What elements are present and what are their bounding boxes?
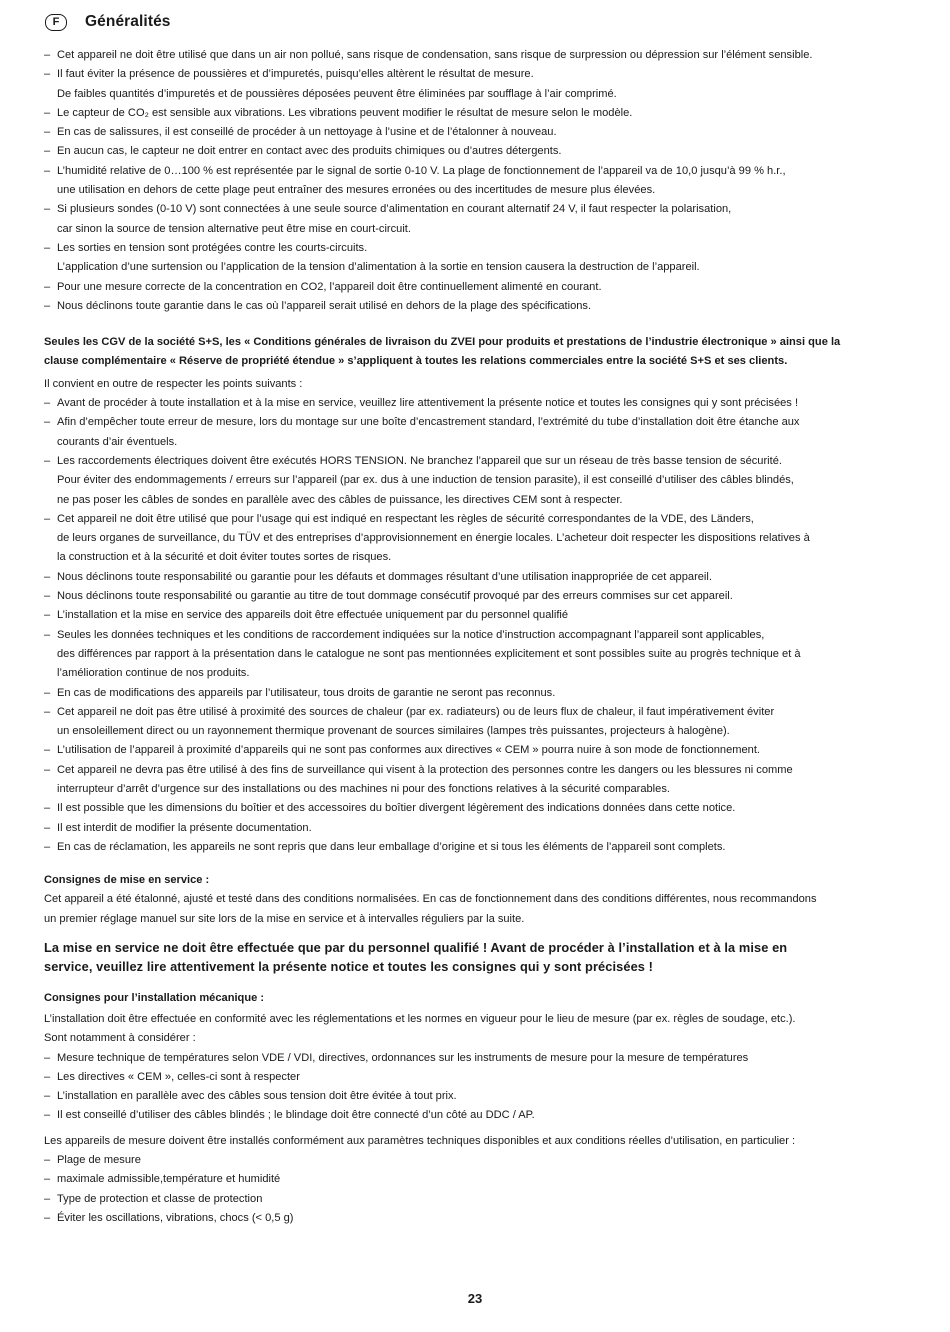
commissioning-line-1: Cet appareil a été étalonné, ajusté et testé dans des conditions normalisées. En cas de fonctionnement dans des conditions différentes, nous recommandons (44, 893, 817, 906)
mechanical-line-2: Sont notamment à considérer : (44, 1032, 196, 1045)
safety-point-item-line: Pour éviter des endommagements / erreurs sur l’appareil (par ex. dus à une induction de tension parasite), il est conseillé d’utiliser des câbles blindés, (57, 474, 794, 487)
mechanical-item: – Mesure technique de températures selon VDE / VDI, directives, ordonnances sur les instruments de mesure pour la mesure de températures (44, 1049, 910, 1068)
mechanical-item: – Les directives « CEM », celles-ci sont à respecter (44, 1068, 910, 1087)
general-note-item (44, 104, 910, 123)
devices-intro: Les appareils de mesure doivent être installés conformément aux paramètres techniques disponibles et aux conditions réelles d’utilisation, en particulier : (44, 1134, 796, 1147)
safety-point-item-line: – Avant de procéder à toute installation et à la mise en service, veuillez lire attentivement la présente notice et toutes les consignes qui y sont précisées ! (57, 397, 799, 410)
safety-point-item (44, 568, 910, 587)
safety-point-item-line: – Cet appareil ne devra pas être utilisé à des fins de surveillance qui visent à la protection des personnes contre les dangers ou les blessures ni comme (57, 763, 793, 776)
safety-point-item-line: un ensoleillement direct ou un rayonnement thermique provenant de sources similaires (lampes très puissantes, projecteurs à halogène). (57, 725, 730, 738)
safety-point-item-line: – Nous déclinons toute responsabilité ou garantie au titre de tout dommage consécutif provoqué par des erreurs commises sur cet appareil. (57, 590, 733, 603)
points-intro: Il convient en outre de respecter les points suivants : (44, 377, 303, 390)
page-content (44, 10, 910, 1228)
safety-point-item-line: – Afin d’empêcher toute erreur de mesure, lors du montage sur une boîte d’encastrement standard, l’extrémité du tube d’installation doit être étanche aux (57, 416, 800, 429)
general-note-item-line: – Le capteur de CO₂ est sensible aux vibrations. Les vibrations peuvent modifier le résultat de mesure selon le modèle. (57, 106, 633, 119)
section-header (44, 10, 910, 34)
safety-points-list (44, 394, 910, 857)
general-note-item-line: – Les sorties en tension sont protégées contre les courts-circuits. (57, 241, 368, 254)
safety-point-item-line: ne pas poser les câbles de sondes en parallèle avec des câbles de puissance, les directives CEM sont à respecter. (57, 493, 623, 506)
device-parameter-item: – Type de protection et classe de protection (44, 1190, 910, 1209)
page-number: 23 (467, 1291, 483, 1306)
safety-point-item-line: – Nous déclinons toute responsabilité ou garantie pour les défauts et dommages résultant d’une utilisation inappropriée de cet appareil. (57, 570, 712, 583)
cgv-line-2: clause complémentaire « Réserve de propriété étendue » s’appliquent à toutes les relations commerciales entre la société S+S et ses clients. (44, 355, 788, 368)
commissioning-line-2: un premier réglage manuel sur site lors de la mise en service et à intervalles réguliers par la suite. (44, 912, 525, 925)
section-title: Généralités (85, 13, 171, 30)
safety-point-item-line: – Les raccordements électriques doivent être exécutés HORS TENSION. Ne branchez l’appareil que sur un réseau de très basse tension de sécurité. (57, 454, 782, 467)
mechanical-heading: Consignes pour l’installation mécanique : (44, 991, 265, 1004)
safety-point-item-line: la construction et à la sécurité et doit éviter toutes sortes de risques. (57, 551, 392, 564)
language-badge: F (45, 14, 67, 31)
safety-point-item (44, 703, 910, 742)
general-note-item-line: – Pour une mesure correcte de la concentration en CO2, l’appareil doit être continuellement alimenté en courant. (57, 280, 602, 293)
safety-point-item-line: – Cet appareil ne doit être utilisé que pour l’usage qui est indiqué en respectant les règles de sécurité correspondantes de la VDE, des Länders, (57, 512, 754, 525)
safety-point-item-line: – En cas de modifications des appareils par l’utilisateur, tous droits de garantie ne seront pas reconnus. (57, 686, 556, 699)
device-parameter-item: – Éviter les oscillations, vibrations, chocs (< 0,5 g) (44, 1209, 910, 1228)
warning-line-1: La mise en service ne doit être effectuée que par du personnel qualifié ! Avant de procéder à l’installation et à la mise en (44, 940, 788, 956)
general-note-item-line: car sinon la source de tension alternative peut être mise en court-circuit. (57, 222, 411, 235)
safety-point-item (44, 761, 910, 800)
safety-point-item-line: des différences par rapport à la présentation dans le catalogue ne sont pas mentionnées explicitement et sont possibles suite au progrès technique et à (57, 647, 801, 660)
safety-point-item-line: – Seules les données techniques et les conditions de raccordement indiquées sur la notice d’instruction accompagnant l’appareil sont applicables, (57, 628, 765, 641)
safety-point-item-line: courants d’air éventuels. (57, 435, 178, 448)
mechanical-item: – L’installation en parallèle avec des câbles sous tension doit être évitée à tout prix. (44, 1087, 910, 1106)
general-note-item-line: – Si plusieurs sondes (0-10 V) sont connectées à une seule source d’alimentation en courant alternatif 24 V, il faut respecter la polarisation, (57, 203, 732, 216)
device-parameter-item: – maximale admissible,température et humidité (44, 1170, 910, 1189)
commissioning-text (44, 890, 910, 929)
safety-point-item (44, 587, 910, 606)
safety-point-item (44, 413, 910, 452)
safety-point-item (44, 452, 910, 510)
cgv-notice (44, 333, 910, 372)
safety-point-item (44, 684, 910, 703)
general-note-item-line: De faibles quantités d’impuretés et de poussières déposées peuvent être éliminées par soufflage à l’air comprimé. (57, 87, 617, 100)
mechanical-item: – Il est conseillé d’utiliser des câbles blindés ; le blindage doit être connecté d’un côté au DDC / AP. (44, 1106, 910, 1125)
general-note-item-line: – L’humidité relative de 0…100 % est représentée par le signal de sortie 0-10 V. La plage de fonctionnement de l’appareil va de 10,0 jusqu’à 99 % h.r., (57, 164, 786, 177)
general-note-item (44, 200, 910, 239)
general-note-item (44, 278, 910, 297)
cgv-line-1: Seules les CGV de la société S+S, les « Conditions générales de livraison du ZVEI pour produits et prestations de l’industrie électronique » ainsi que la (44, 336, 841, 349)
safety-point-item (44, 606, 910, 625)
safety-point-item (44, 799, 910, 818)
warning-line-2: service, veuillez lire attentivement la présente notice et toutes les consignes qui y sont précisées ! (44, 959, 654, 975)
safety-point-item-line: de leurs organes de surveillance, du TÜV et des entreprises d’approvisionnement en énergie locales. L’acheteur doit respecter les dispositions relatives à (57, 532, 810, 545)
safety-point-item-line: – En cas de réclamation, les appareils ne sont repris que dans leur emballage d’origine et si tous les éléments de l’appareil sont complets. (57, 840, 726, 853)
safety-point-item-line: l’amélioration continue de nos produits. (57, 667, 250, 680)
device-parameters-list (44, 1151, 910, 1228)
general-note-item-line: – Il faut éviter la présence de poussières et d’impuretés, puisqu’elles altèrent le résultat de mesure. (57, 68, 534, 81)
safety-point-item (44, 838, 910, 857)
mechanical-line-1: L’installation doit être effectuée en conformité avec les réglementations et les normes en vigueur pour le lieu de mesure (par ex. règles de soudage, etc.). (44, 1012, 796, 1025)
general-note-item (44, 297, 910, 316)
safety-point-item (44, 741, 910, 760)
general-note-item-line: une utilisation en dehors de cette plage peut entraîner des mesures erronées ou des incertitudes de mesure plus élevées. (57, 184, 656, 197)
general-note-item-line: – Nous déclinons toute garantie dans le cas où l’appareil serait utilisé en dehors de la plage des spécifications. (57, 299, 592, 312)
general-note-item (44, 142, 910, 161)
qualified-personnel-warning (44, 938, 910, 977)
safety-point-item-line: – L’utilisation de l’appareil à proximité d’appareils qui ne sont pas conformes aux directives « CEM » pourra nuire à son mode de fonctionnement. (57, 744, 760, 757)
general-note-item (44, 162, 910, 201)
general-note-item (44, 123, 910, 142)
general-note-item-line: – En cas de salissures, il est conseillé de procéder à un nettoyage à l’usine et de l’étalonner à nouveau. (57, 126, 557, 139)
safety-point-item-line: – Il est possible que les dimensions du boîtier et des accessoires du boîtier divergent légèrement des indications données dans cette notice. (57, 802, 736, 815)
safety-point-item (44, 394, 910, 413)
commissioning-heading: Consignes de mise en service : (44, 874, 210, 887)
general-notes-list (44, 46, 910, 316)
general-note-item-line: – Cet appareil ne doit être utilisé que dans un air non pollué, sans risque de condensation, sans risque de surpression ou dépression sur l’élément sensible. (57, 49, 813, 61)
general-note-item (44, 46, 910, 65)
general-note-item-line: L’application d’une surtension ou l’application de la tension d’alimentation à la sortie en tension causera la destruction de l’appareil. (57, 261, 700, 274)
safety-point-item (44, 626, 910, 684)
device-parameter-item: – Plage de mesure (44, 1151, 910, 1170)
safety-point-item-line: interrupteur d’arrêt d’urgence sur des installations ou des machines ni pour des fonctions relatives à la sécurité comparables. (57, 782, 670, 795)
safety-point-item (44, 819, 910, 838)
safety-point-item-line: – Cet appareil ne doit pas être utilisé à proximité des sources de chaleur (par ex. radiateurs) ou de leurs flux de chaleur, il faut impérativement éviter (57, 705, 775, 718)
mechanical-considerations-list (44, 1049, 910, 1126)
mechanical-text (44, 1010, 910, 1049)
safety-point-item (44, 510, 910, 568)
general-note-item (44, 65, 910, 104)
general-note-item-line: – En aucun cas, le capteur ne doit entrer en contact avec des produits chimiques ou d’autres détergents. (57, 145, 562, 158)
safety-point-item-line: – Il est interdit de modifier la présente documentation. (57, 821, 312, 834)
safety-point-item-line: – L’installation et la mise en service des appareils doit être effectuée uniquement par du personnel qualifié (57, 609, 569, 622)
general-note-item (44, 239, 910, 278)
